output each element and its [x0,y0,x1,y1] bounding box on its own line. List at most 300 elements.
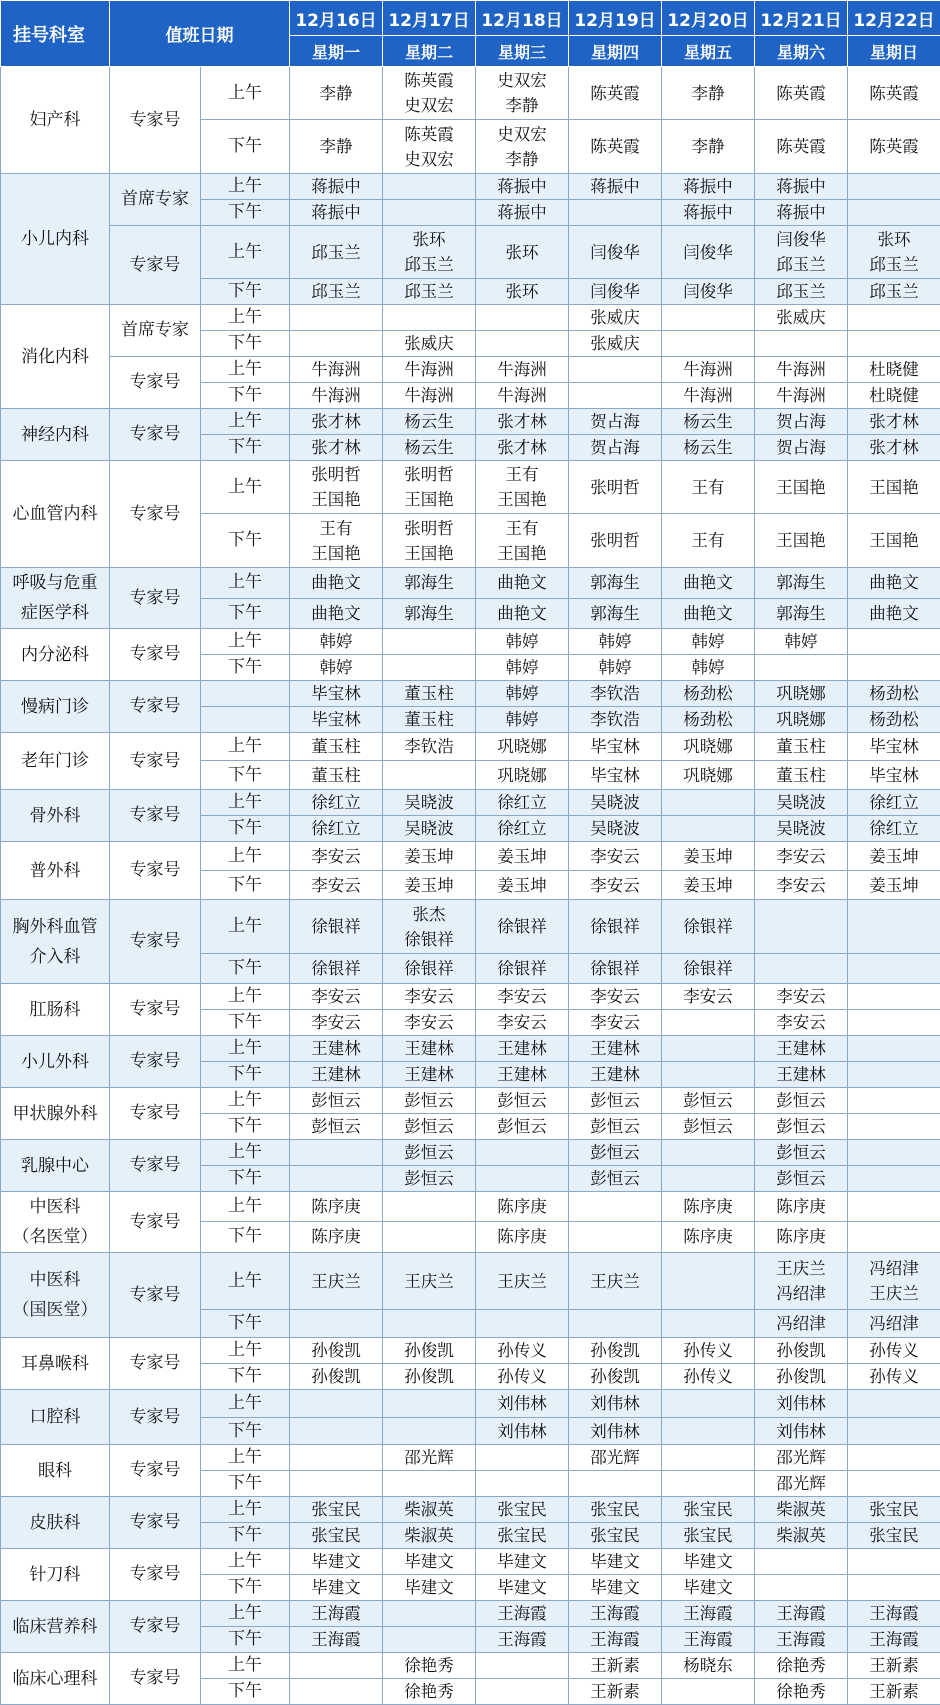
department-name [1,629,110,681]
doctor-name: 王海霞 [292,1627,380,1652]
doctor-name: 杜晓健 [850,357,938,382]
department-name-line: 临床营养科 [3,1612,107,1642]
doctor-name: 毕宝林 [571,734,659,759]
session-period: 上午 [201,1088,290,1114]
doctor-name: 王建林 [571,1036,659,1061]
session-period: 下午 [201,279,290,305]
doctor-name: 张宝民 [571,1497,659,1522]
registration-type: 专家号 [110,1601,201,1653]
doctor-cell [755,984,848,1010]
doctor-name: 杨劲松 [664,681,752,706]
session-period: 下午 [201,816,290,842]
doctor-name: 徐银祥 [478,956,566,981]
doctor-cell [290,871,383,900]
doctor-name: 李静 [664,134,752,159]
doctor-cell [755,954,848,984]
department-name-line: 乳腺中心 [3,1151,107,1181]
department-name-line: 甲状腺外科 [3,1099,107,1129]
doctor-cell [290,174,383,200]
department-name [1,1338,110,1390]
doctor-cell [569,733,662,761]
doctor-cell [848,629,940,655]
doctor-cell [755,1445,848,1471]
doctor-name: 徐银祥 [571,914,659,939]
doctor-cell [662,1036,755,1062]
registration-type: 专家号 [110,1549,201,1601]
doctor-cell [383,629,476,655]
doctor-cell [290,1627,383,1653]
schedule-row [1,1338,940,1364]
department-name [1,174,110,305]
session-period: 下午 [201,1114,290,1140]
doctor-name: 王建林 [757,1036,845,1061]
doctor-name: 柴淑英 [757,1523,845,1548]
registration-type: 专家号 [110,984,201,1036]
doctor-cell [662,1010,755,1036]
registration-type: 专家号 [110,357,201,409]
schedule-row [1,1253,940,1310]
doctor-cell [662,1253,755,1310]
doctor-cell [569,279,662,305]
session-period: 上午 [201,226,290,279]
doctor-cell [476,871,569,900]
doctor-name: 李静 [478,93,566,118]
doctor-name: 王海霞 [571,1627,659,1652]
doctor-name: 韩婷 [571,655,659,680]
doctor-cell [848,1036,940,1062]
doctor-cell [569,174,662,200]
doctor-cell [755,67,848,120]
session-period [201,707,290,733]
doctor-name: 毕建文 [571,1575,659,1600]
doctor-name: 姜玉坤 [664,844,752,869]
doctor-name: 王有 [664,528,752,553]
doctor-cell [383,1627,476,1653]
doctor-name: 徐艳秀 [757,1679,845,1704]
doctor-cell [383,331,476,357]
doctor-cell [848,435,940,461]
doctor-cell [476,174,569,200]
doctor-cell [662,1310,755,1338]
doctor-cell [290,305,383,331]
department-name [1,461,110,568]
session-period: 下午 [201,1010,290,1036]
doctor-name: 李安云 [292,873,380,898]
doctor-cell [755,305,848,331]
doctor-name: 彭恒云 [664,1114,752,1139]
doctor-name: 蒋振中 [757,200,845,225]
doctor-cell [476,1445,569,1471]
doctor-name: 杨劲松 [850,707,938,732]
doctor-cell [476,629,569,655]
registration-type: 首席专家 [110,174,201,226]
doctor-cell [662,461,755,514]
registration-type: 专家号 [110,1088,201,1140]
doctor-name: 李安云 [571,984,659,1009]
doctor-cell [569,1166,662,1192]
doctor-cell [290,1549,383,1575]
registration-type: 专家号 [110,1192,201,1253]
session-period: 下午 [201,1575,290,1601]
doctor-cell [755,1653,848,1679]
department-name [1,1601,110,1653]
doctor-name: 张才林 [478,435,566,460]
doctor-name: 李静 [292,134,380,159]
doctor-cell [755,226,848,279]
department-name-line: 肛肠科 [3,995,107,1025]
doctor-cell [662,435,755,461]
doctor-name: 曲艳文 [850,601,938,626]
doctor-name: 韩婷 [292,629,380,654]
doctor-cell [290,120,383,174]
doctor-cell [383,383,476,409]
doctor-name: 巩晓娜 [664,734,752,759]
doctor-cell [383,1418,476,1445]
doctor-name: 孙俊凯 [385,1364,473,1389]
schedule-row [1,984,940,1010]
doctor-cell [290,816,383,842]
doctor-name: 陈序庚 [757,1224,845,1249]
doctor-name: 蒋振中 [664,200,752,225]
department-name-line: 慢病门诊 [3,692,107,722]
doctor-cell [569,900,662,954]
session-period: 下午 [201,1364,290,1390]
doctor-cell [569,305,662,331]
doctor-name: 王有 [292,516,380,541]
doctor-cell [755,1601,848,1627]
doctor-cell [848,1418,940,1445]
doctor-name: 曲艳文 [292,570,380,595]
doctor-name: 蒋振中 [571,174,659,199]
doctor-name: 孙俊凯 [292,1364,380,1389]
doctor-cell [569,1575,662,1601]
doctor-cell [848,1166,940,1192]
doctor-name: 张才林 [850,409,938,434]
doctor-name: 吴晓波 [385,790,473,815]
doctor-name: 王国艳 [757,528,845,553]
doctor-name: 李静 [478,147,566,172]
doctor-cell [383,1140,476,1166]
doctor-name: 邱玉兰 [292,240,380,265]
schedule-row [1,1653,940,1679]
doctor-name: 彭恒云 [571,1140,659,1165]
doctor-cell [476,1114,569,1140]
registration-type: 专家号 [110,1497,201,1549]
date-header: 12月21日 [755,1,848,36]
doctor-cell [383,1549,476,1575]
session-period: 上午 [201,733,290,761]
doctor-cell [848,174,940,200]
doctor-name: 毕建文 [385,1549,473,1574]
doctor-cell [569,461,662,514]
date-header: 12月16日 [290,1,383,36]
session-period: 下午 [201,200,290,226]
doctor-cell [848,1471,940,1497]
doctor-name: 毕建文 [385,1575,473,1600]
doctor-name: 彭恒云 [292,1114,380,1139]
doctor-cell [569,1338,662,1364]
schedule-row [1,900,940,954]
doctor-name: 陈英霞 [757,81,845,106]
doctor-cell [848,707,940,733]
doctor-name: 王建林 [385,1062,473,1087]
doctor-name: 陈序庚 [478,1194,566,1219]
doctor-name: 巩晓娜 [478,734,566,759]
doctor-cell [662,1390,755,1418]
doctor-cell [383,871,476,900]
doctor-cell [848,1549,940,1575]
doctor-name: 张威庆 [757,305,845,330]
session-period: 上午 [201,1601,290,1627]
doctor-name: 王海霞 [664,1601,752,1626]
doctor-name: 彭恒云 [385,1166,473,1191]
doctor-cell [662,1418,755,1445]
doctor-cell [290,1036,383,1062]
doctor-name: 张明哲 [385,516,473,541]
doctor-name: 彭恒云 [757,1088,845,1113]
department-name [1,1192,110,1253]
doctor-cell [755,1338,848,1364]
doctor-name: 曲艳文 [478,570,566,595]
doctor-name: 李安云 [478,1010,566,1035]
doctor-cell [569,1601,662,1627]
schedule-row [1,174,940,200]
doctor-name: 孙传义 [478,1338,566,1363]
department-name-line: 妇产科 [3,105,107,135]
doctor-cell [755,331,848,357]
registration-type: 专家号 [110,733,201,790]
doctor-name: 冯绍津 [850,1256,938,1281]
doctor-cell [290,984,383,1010]
doctor-cell [755,1088,848,1114]
doctor-name: 邱玉兰 [850,252,938,277]
doctor-name: 李安云 [385,1010,473,1035]
doctor-name: 张宝民 [571,1523,659,1548]
schedule-row [1,1036,940,1062]
doctor-name: 邵光辉 [385,1445,473,1470]
doctor-cell [662,733,755,761]
doctor-cell [848,1497,940,1523]
doctor-name: 牛海洲 [757,383,845,408]
doctor-cell [662,1140,755,1166]
doctor-cell [755,790,848,816]
doctor-name: 孙俊凯 [757,1364,845,1389]
doctor-name: 王庆兰 [571,1269,659,1294]
doctor-cell [755,1192,848,1222]
doctor-cell [476,67,569,120]
doctor-cell [383,409,476,435]
doctor-name: 王庆兰 [850,1281,938,1306]
doctor-name: 彭恒云 [571,1166,659,1191]
doctor-cell [476,1549,569,1575]
doctor-cell [755,120,848,174]
doctor-name: 邱玉兰 [385,279,473,304]
doctor-name: 张才林 [478,409,566,434]
doctor-cell [662,842,755,871]
doctor-cell [755,629,848,655]
doctor-cell [662,1445,755,1471]
registration-type: 专家号 [110,1653,201,1705]
doctor-name: 吴晓波 [571,816,659,841]
doctor-cell [848,1062,940,1088]
doctor-cell [290,629,383,655]
doctor-name: 王海霞 [850,1601,938,1626]
doctor-cell [569,67,662,120]
doctor-name: 郭海生 [385,601,473,626]
doctor-cell [383,1166,476,1192]
doctor-name: 冯绍津 [850,1311,938,1336]
session-period: 下午 [201,1627,290,1653]
doctor-name: 董玉柱 [385,707,473,732]
doctor-cell [476,1036,569,1062]
doctor-name: 郭海生 [571,570,659,595]
department-name-line: 皮肤科 [3,1508,107,1538]
doctor-cell [755,1310,848,1338]
schedule-row [1,790,940,816]
doctor-cell [848,1390,940,1418]
dept-header: 挂号科室 [1,1,110,67]
doctor-cell [848,733,940,761]
schedule-row [1,305,940,331]
department-name [1,842,110,900]
doctor-name: 孙传义 [664,1338,752,1363]
doctor-cell [569,331,662,357]
doctor-cell [569,1088,662,1114]
doctor-name: 张明哲 [292,462,380,487]
doctor-cell [755,357,848,383]
doctor-cell [662,1653,755,1679]
doctor-name: 王新素 [571,1679,659,1704]
doctor-cell [569,1310,662,1338]
doctor-cell [569,1497,662,1523]
doctor-cell [476,1140,569,1166]
doctor-cell [383,279,476,305]
doctor-cell [290,1221,383,1252]
doctor-name: 贺占海 [757,409,845,434]
department-name [1,305,110,409]
doctor-name: 王海霞 [757,1601,845,1626]
doctor-cell [569,1445,662,1471]
doctor-name: 徐银祥 [292,956,380,981]
doctor-cell [662,383,755,409]
doctor-cell [569,655,662,681]
doctor-cell [755,435,848,461]
doctor-name: 贺占海 [757,435,845,460]
doctor-name: 邵光辉 [757,1471,845,1496]
doctor-cell [383,1114,476,1140]
doctor-name: 彭恒云 [664,1088,752,1113]
doctor-cell [290,1445,383,1471]
doctor-name: 陈英霞 [385,68,473,93]
doctor-name: 史双宏 [385,147,473,172]
doctor-cell [476,900,569,954]
doctor-cell [662,514,755,568]
doctor-cell [290,1390,383,1418]
doctor-cell [662,226,755,279]
doctor-name: 柴淑英 [385,1497,473,1522]
session-period: 下午 [201,331,290,357]
doctor-cell [662,1549,755,1575]
doctor-cell [290,383,383,409]
doctor-name: 韩婷 [664,655,752,680]
doctor-cell [383,1497,476,1523]
department-name-line: （名医堂） [3,1222,107,1252]
doctor-cell [755,200,848,226]
doctor-cell [569,514,662,568]
doctor-cell [848,871,940,900]
doctor-cell [476,1523,569,1549]
registration-type: 专家号 [110,461,201,568]
doctor-cell [290,761,383,790]
doctor-name: 刘伟林 [478,1419,566,1444]
doctor-name: 徐银祥 [385,956,473,981]
doctor-name: 姜玉坤 [385,873,473,898]
department-name [1,681,110,733]
doctor-cell [569,1390,662,1418]
doctor-cell [290,598,383,629]
session-period: 下午 [201,1418,290,1445]
session-period: 上午 [201,357,290,383]
doctor-cell [848,900,940,954]
doctor-cell [476,331,569,357]
department-name-line: （国医堂） [3,1295,107,1325]
doctor-cell [755,761,848,790]
session-period: 上午 [201,67,290,120]
doctor-cell [569,1114,662,1140]
doctor-name: 徐艳秀 [385,1679,473,1704]
doctor-cell [755,1627,848,1653]
doctor-cell [662,598,755,629]
schedule-row [1,226,940,279]
doctor-cell [755,598,848,629]
doctor-cell [848,1601,940,1627]
doctor-name: 刘伟林 [571,1391,659,1416]
doctor-name: 孙传义 [850,1364,938,1389]
doctor-cell [662,900,755,954]
session-period: 下午 [201,655,290,681]
doctor-cell [383,67,476,120]
doctor-name: 王海霞 [292,1601,380,1626]
department-name [1,1653,110,1705]
doctor-cell [662,1221,755,1252]
doctor-name: 孙俊凯 [757,1338,845,1363]
session-period: 上午 [201,1253,290,1310]
doctor-cell [569,954,662,984]
doctor-cell [476,1679,569,1705]
doctor-name: 彭恒云 [292,1088,380,1113]
doctor-name: 杨云生 [664,435,752,460]
doctor-cell [383,226,476,279]
registration-type: 首席专家 [110,305,201,357]
doctor-cell [290,568,383,599]
doctor-cell [569,1653,662,1679]
doctor-name: 陈英霞 [850,134,938,159]
schedule-row [1,409,940,435]
department-name [1,1140,110,1192]
doctor-name: 董玉柱 [757,763,845,788]
doctor-name: 蒋振中 [478,174,566,199]
doctor-name: 邱玉兰 [292,279,380,304]
doctor-name: 杨劲松 [664,707,752,732]
doctor-name: 孙俊凯 [571,1364,659,1389]
doctor-cell [662,568,755,599]
doctor-cell [476,1253,569,1310]
doctor-cell [755,816,848,842]
doctor-cell [383,984,476,1010]
doctor-cell [290,707,383,733]
doctor-cell [383,1338,476,1364]
session-period: 上午 [201,1140,290,1166]
